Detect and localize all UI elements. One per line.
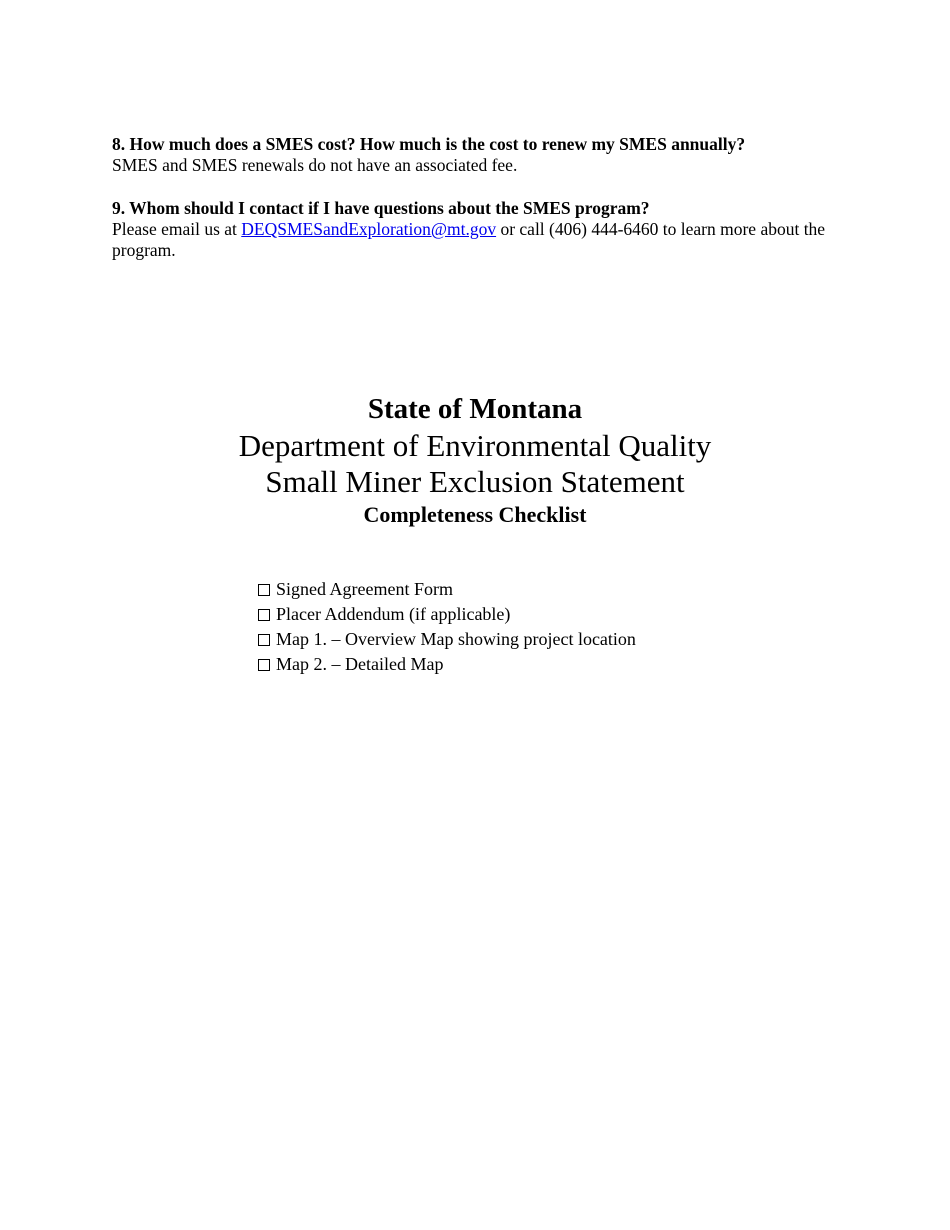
- checklist-item: [258, 602, 636, 627]
- checkbox-icon[interactable]: [258, 659, 270, 671]
- checklist-item: [258, 577, 636, 602]
- department-title: Department of Environmental Quality: [238, 428, 712, 463]
- faq-answer-cost: SMES and SMES renewals do not have an associated fee.: [112, 155, 518, 175]
- program-title: Small Miner Exclusion Statement: [265, 464, 685, 499]
- faq-item-contact: [112, 198, 832, 261]
- checklist-item: [258, 652, 636, 677]
- answer-suffix: or call (406) 444-6460 to learn more about the program.: [112, 219, 826, 260]
- faq-question-cost: 8. How much does a SMES cost? How much is the cost to renew my SMES annually?: [112, 134, 746, 154]
- checkbox-icon[interactable]: [258, 584, 270, 596]
- checkbox-icon[interactable]: [258, 609, 270, 621]
- checklist-item-label: Map 2. – Detailed Map: [276, 654, 444, 674]
- faq-item-cost: [112, 134, 832, 176]
- email-link[interactable]: DEQSMESandExploration@mt.gov: [241, 219, 497, 239]
- checklist-item: [258, 627, 636, 652]
- faq-question-contact: 9. Whom should I contact if I have questions about the SMES program?: [112, 198, 650, 218]
- checklist-heading: Completeness Checklist: [363, 502, 587, 527]
- state-title: State of Montana: [367, 393, 583, 425]
- completeness-checklist: [258, 577, 636, 677]
- checklist-item-label: Placer Addendum (if applicable): [276, 604, 511, 624]
- checkbox-icon[interactable]: [258, 634, 270, 646]
- checklist-item-label: Signed Agreement Form: [276, 579, 453, 599]
- checklist-item-label: Map 1. – Overview Map showing project location: [276, 629, 636, 649]
- document-title-block: [0, 390, 950, 530]
- answer-prefix: Please email us at: [112, 219, 242, 239]
- faq-answer-contact: [112, 219, 832, 261]
